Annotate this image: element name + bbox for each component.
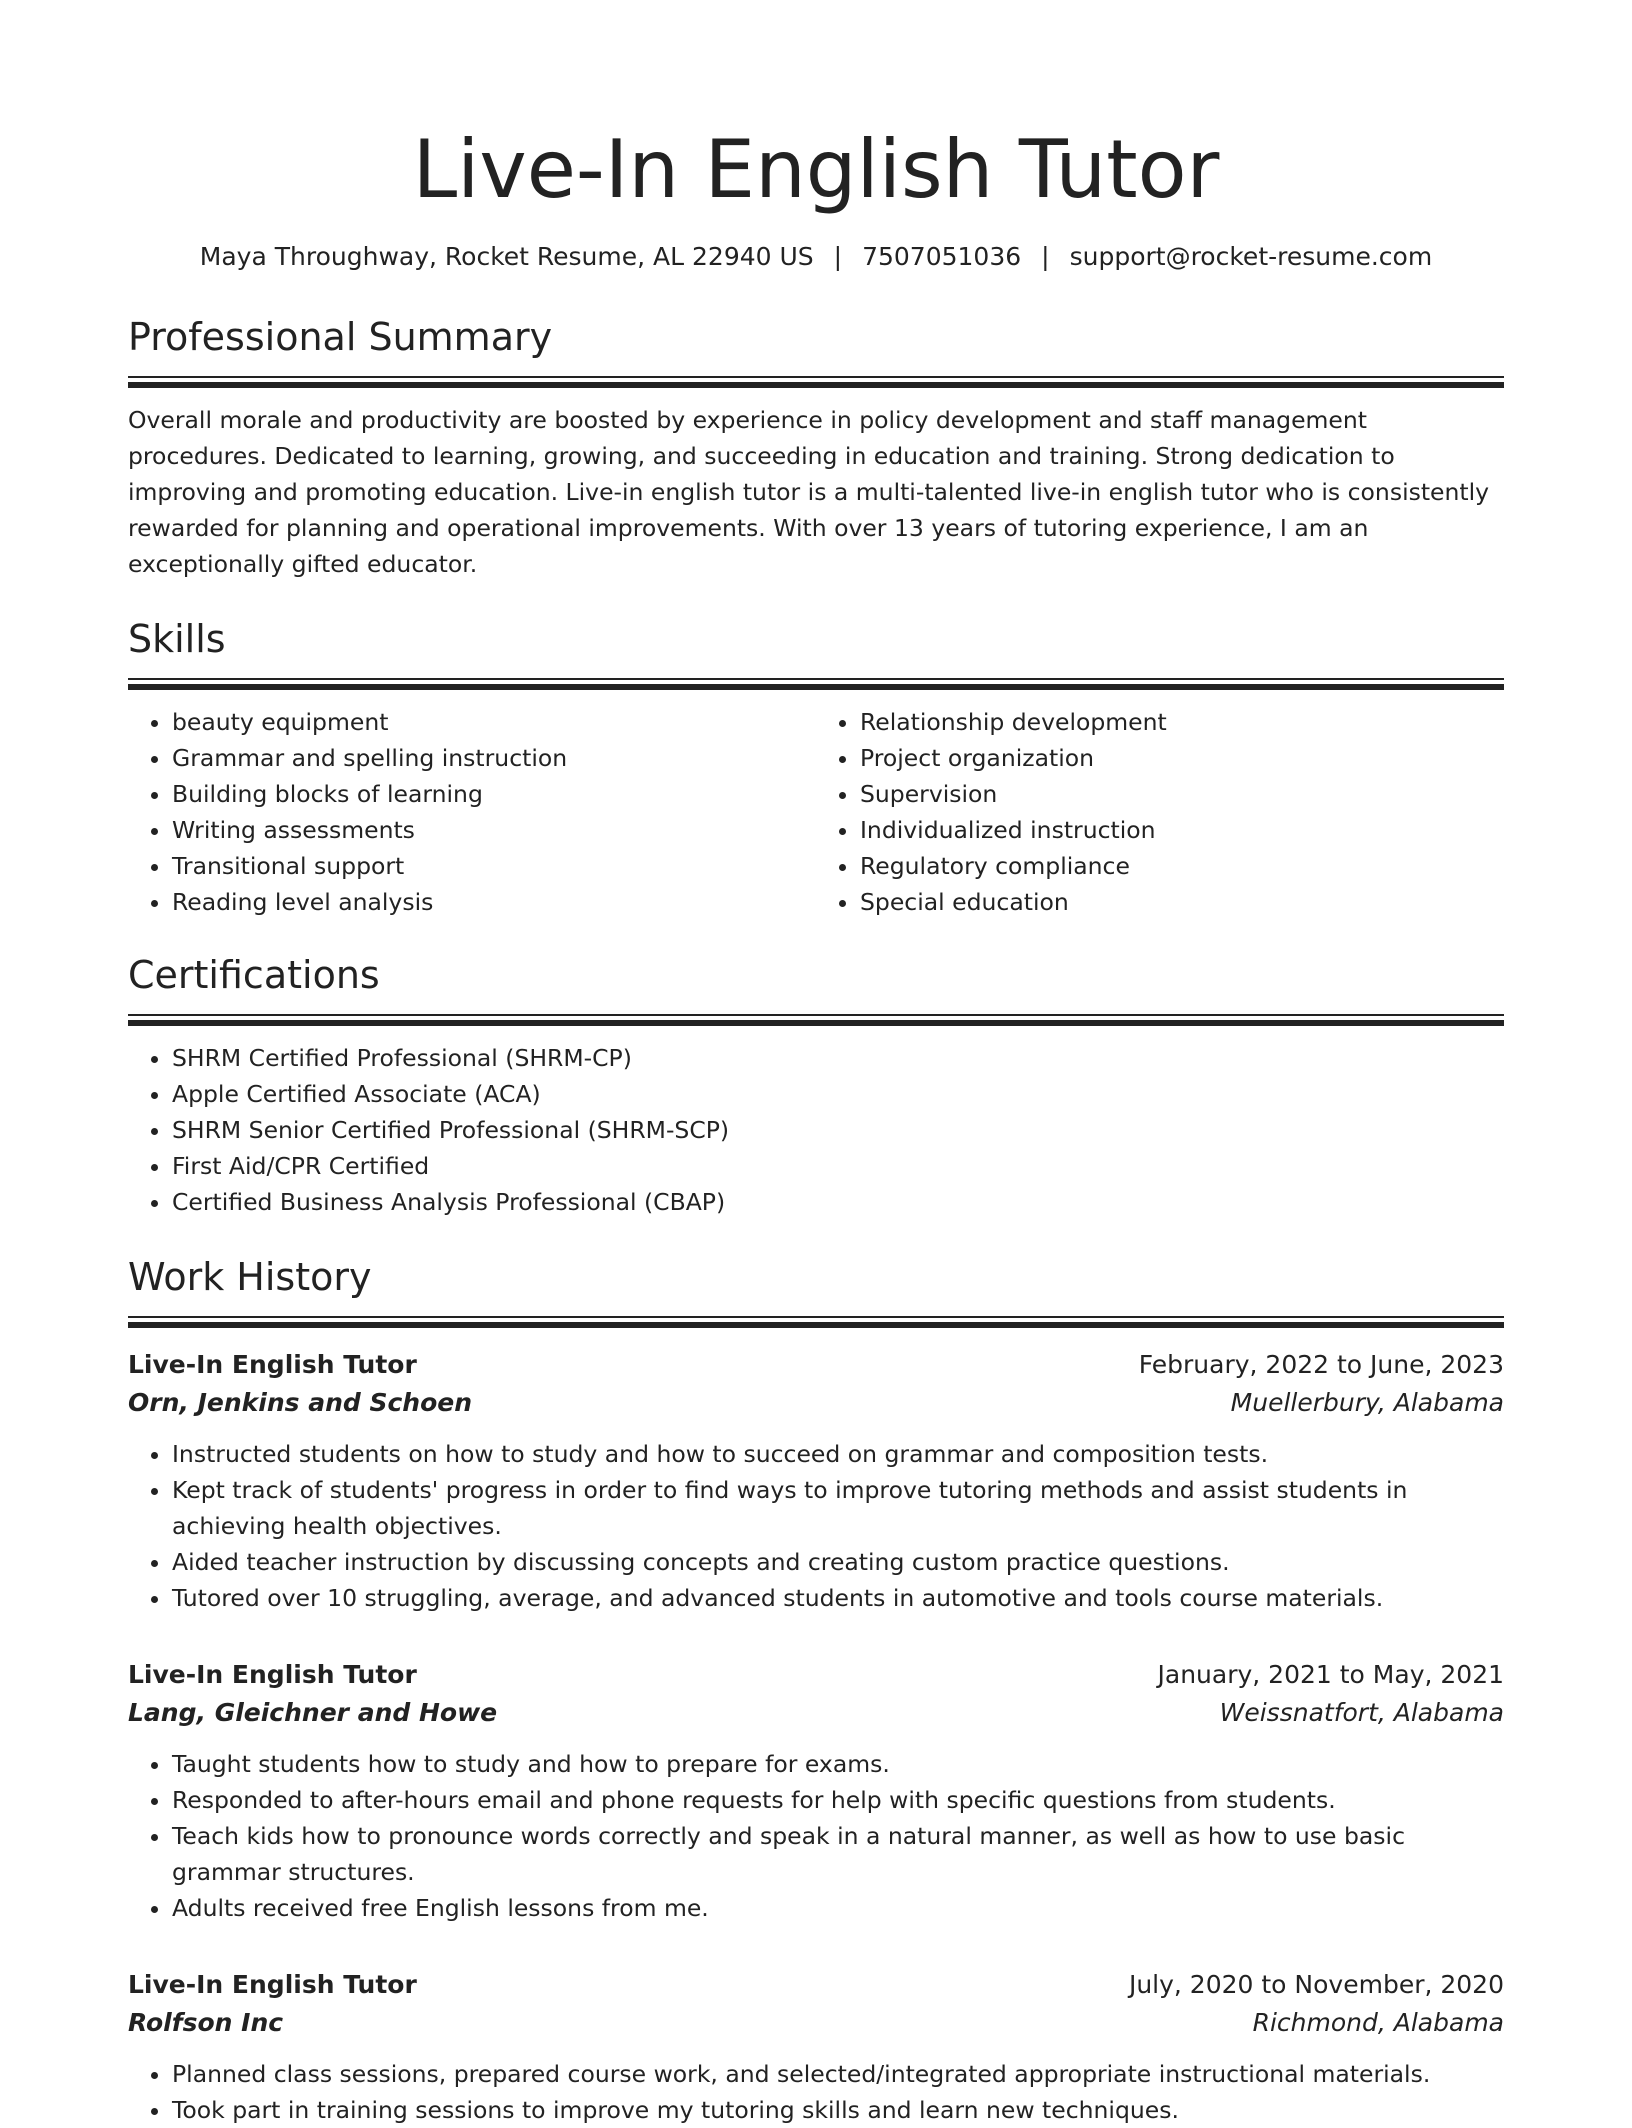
list-item: • Supervision (860, 776, 1504, 812)
section-heading-work-history: Work History (128, 1255, 372, 1299)
job-company-row (128, 1384, 1504, 1422)
job-location: Muellerbury, Alabama (1230, 1388, 1504, 1417)
list-item: • Aided teacher instruction by discussing concepts and creating custom practice questions. (172, 1544, 1504, 1580)
certifications-list (128, 1040, 1504, 1220)
list-item: • Kept track of students' progress in order to find ways to improve tutoring methods and assist students in achieving health objectives. (172, 1472, 1504, 1544)
section-divider (128, 678, 1504, 690)
skills-list-right (816, 704, 1504, 920)
job-title: Live-In English Tutor (128, 1350, 417, 1379)
job-title: Live-In English Tutor (128, 1660, 417, 1689)
section-heading-summary: Professional Summary (128, 315, 553, 359)
list-item: • beauty equipment (172, 704, 816, 740)
certifications-section (128, 952, 1504, 1220)
job-header-row (128, 1966, 1504, 2004)
job-company: Lang, Gleichner and Howe (128, 1698, 498, 1727)
list-item: • Teach kids how to pronounce words correctly and speak in a natural manner, as well as how to use basic grammar structures. (172, 1818, 1504, 1890)
job-company: Orn, Jenkins and Schoen (128, 1388, 473, 1417)
job-dates: July, 2020 to November, 2020 (1128, 1970, 1504, 1999)
list-item: • Reading level analysis (172, 884, 816, 920)
job-bullets (128, 1746, 1504, 1926)
job-dates: February, 2022 to June, 2023 (1138, 1350, 1504, 1379)
list-item: • Building blocks of learning (172, 776, 816, 812)
list-item: • Apple Certified Associate (ACA) (172, 1076, 1504, 1112)
section-divider (128, 1316, 1504, 1328)
job-entry (128, 1656, 1504, 1926)
list-item: • SHRM Certified Professional (SHRM-CP) (172, 1040, 1504, 1076)
list-item: • Adults received free English lessons from me. (172, 1890, 1504, 1926)
list-item: • Writing assessments (172, 812, 816, 848)
list-item: • Special education (860, 884, 1504, 920)
list-item: • Instructed students on how to study and how to succeed on grammar and composition tests. (172, 1436, 1504, 1472)
skills-columns (128, 704, 1504, 920)
job-company-row (128, 2004, 1504, 2042)
job-entry (128, 1966, 1504, 2128)
section-heading-certifications: Certifications (128, 953, 380, 997)
job-title: Live-In English Tutor (128, 1970, 417, 1999)
work-history-section (128, 1254, 1504, 2128)
list-item: • Responded to after-hours email and phone requests for help with specific questions from students. (172, 1782, 1504, 1818)
skills-list-left (128, 704, 816, 920)
list-item: • Relationship development (860, 704, 1504, 740)
list-item: • Took part in training sessions to improve my tutoring skills and learn new techniques. (172, 2092, 1504, 2128)
contact-separator: | (1041, 242, 1050, 271)
list-item: • SHRM Senior Certified Professional (SHRM-SCP) (172, 1112, 1504, 1148)
job-entry (128, 1346, 1504, 1616)
resume-title: Live-In English Tutor (412, 123, 1220, 216)
list-item: • Tutored over 10 struggling, average, and advanced students in automotive and tools course materials. (172, 1580, 1504, 1616)
job-header-row (128, 1346, 1504, 1384)
resume-page (128, 118, 1504, 2128)
job-bullets (128, 1436, 1504, 1616)
job-dates: January, 2021 to May, 2021 (1157, 1660, 1504, 1689)
contact-address: Maya Throughway, Rocket Resume, AL 22940 US (199, 242, 814, 271)
list-item: • Individualized instruction (860, 812, 1504, 848)
section-divider (128, 376, 1504, 388)
contact-email: support@rocket-resume.com (1069, 242, 1433, 271)
summary-text: Overall morale and productivity are boosted by experience in policy development and staff management procedures. Dedicated to learning, growing, and succeeding in education and training. Strong dedication to improving and promoting education. Live-in english tutor is a multi-talented live-in english tutor who is consistently rewarded for planning and operational improvements. With over 13 years of tutoring experience, I am an exceptionally gifted educator. (128, 406, 1490, 578)
job-company: Rolfson Inc (128, 2008, 284, 2037)
list-item: • Grammar and spelling instruction (172, 740, 816, 776)
list-item: • Regulatory compliance (860, 848, 1504, 884)
list-item: • Taught students how to study and how to prepare for exams. (172, 1746, 1504, 1782)
section-heading-skills: Skills (128, 617, 226, 661)
job-location: Weissnatfort, Alabama (1219, 1698, 1504, 1727)
job-bullets (128, 2056, 1504, 2128)
skills-column-right (816, 704, 1504, 920)
list-item: • Certified Business Analysis Professional (CBAP) (172, 1184, 1504, 1220)
jobs-container (128, 1346, 1504, 2128)
section-divider (128, 1014, 1504, 1026)
contact-phone: 7507051036 (862, 242, 1022, 271)
job-company-row (128, 1694, 1504, 1732)
contact-line (128, 240, 1504, 274)
list-item: • First Aid/CPR Certified (172, 1148, 1504, 1184)
list-item: • Project organization (860, 740, 1504, 776)
skills-section (128, 616, 1504, 920)
list-item: • Planned class sessions, prepared course work, and selected/integrated appropriate instructional materials. (172, 2056, 1504, 2092)
contact-separator: | (833, 242, 843, 271)
job-location: Richmond, Alabama (1252, 2008, 1504, 2037)
skills-column-left (128, 704, 816, 920)
job-header-row (128, 1656, 1504, 1694)
list-item: • Transitional support (172, 848, 816, 884)
summary-section (128, 314, 1504, 582)
